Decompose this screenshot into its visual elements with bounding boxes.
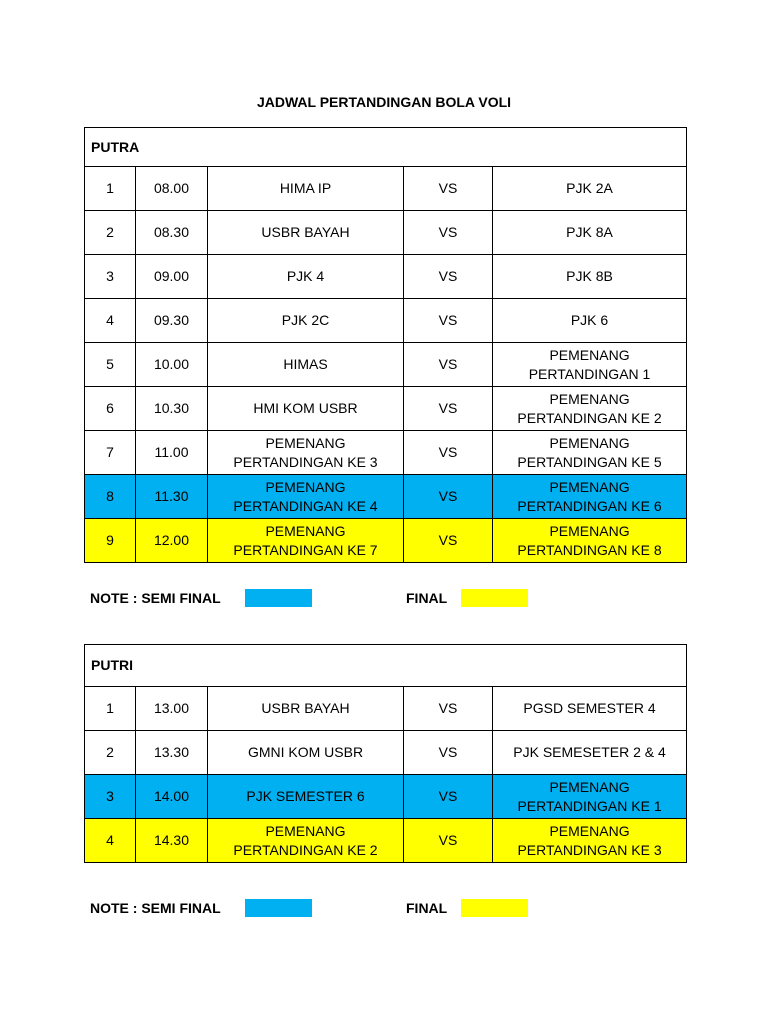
vs-label: VS bbox=[404, 167, 493, 211]
putra-header-row bbox=[85, 128, 687, 167]
vs-label: VS bbox=[404, 255, 493, 299]
table-row bbox=[85, 431, 687, 475]
match-number: 5 bbox=[85, 343, 136, 387]
table-row bbox=[85, 167, 687, 211]
semi-final-row bbox=[85, 775, 687, 819]
putri-header-row bbox=[85, 645, 687, 687]
semi-final-legend-label: NOTE : SEMI FINAL bbox=[90, 900, 221, 916]
team-b: PJK 8B bbox=[493, 255, 687, 299]
final-row bbox=[85, 819, 687, 863]
team-b: PEMENANG PERTANDINGAN KE 2 bbox=[493, 387, 687, 431]
match-number: 8 bbox=[85, 475, 136, 519]
team-b: PJK 8A bbox=[493, 211, 687, 255]
team-b: PJK SEMESETER 2 & 4 bbox=[493, 731, 687, 775]
table-row bbox=[85, 343, 687, 387]
team-a: PJK SEMESTER 6 bbox=[208, 775, 404, 819]
match-time: 13.00 bbox=[136, 687, 208, 731]
match-time: 11.30 bbox=[136, 475, 208, 519]
vs-label: VS bbox=[404, 475, 493, 519]
match-number: 4 bbox=[85, 819, 136, 863]
semi-final-row bbox=[85, 475, 687, 519]
vs-label: VS bbox=[404, 731, 493, 775]
legend-note bbox=[90, 589, 690, 609]
match-number: 6 bbox=[85, 387, 136, 431]
table-row bbox=[85, 255, 687, 299]
putra-section-label: PUTRA bbox=[85, 128, 687, 167]
match-time: 13.30 bbox=[136, 731, 208, 775]
putra-schedule-table bbox=[84, 127, 687, 563]
vs-label: VS bbox=[404, 343, 493, 387]
putri-section-label: PUTRI bbox=[85, 645, 687, 687]
match-time: 09.30 bbox=[136, 299, 208, 343]
match-number: 2 bbox=[85, 731, 136, 775]
table-row bbox=[85, 299, 687, 343]
team-b: PEMENANG PERTANDINGAN KE 8 bbox=[493, 519, 687, 563]
team-a: HMI KOM USBR bbox=[208, 387, 404, 431]
vs-label: VS bbox=[404, 211, 493, 255]
match-time: 12.00 bbox=[136, 519, 208, 563]
team-a: PEMENANG PERTANDINGAN KE 4 bbox=[208, 475, 404, 519]
match-time: 11.00 bbox=[136, 431, 208, 475]
match-number: 4 bbox=[85, 299, 136, 343]
final-color-swatch bbox=[461, 899, 528, 917]
final-row bbox=[85, 519, 687, 563]
match-time: 10.00 bbox=[136, 343, 208, 387]
semi-final-legend-label: NOTE : SEMI FINAL bbox=[90, 590, 221, 606]
vs-label: VS bbox=[404, 299, 493, 343]
team-b: PJK 6 bbox=[493, 299, 687, 343]
putri-schedule-table bbox=[84, 644, 687, 863]
match-number: 9 bbox=[85, 519, 136, 563]
vs-label: VS bbox=[404, 431, 493, 475]
team-a: PEMENANG PERTANDINGAN KE 2 bbox=[208, 819, 404, 863]
vs-label: VS bbox=[404, 819, 493, 863]
team-b: PJK 2A bbox=[493, 167, 687, 211]
table-row bbox=[85, 731, 687, 775]
legend-note bbox=[90, 899, 690, 919]
team-a: PJK 4 bbox=[208, 255, 404, 299]
team-a: USBR BAYAH bbox=[208, 687, 404, 731]
match-time: 14.00 bbox=[136, 775, 208, 819]
match-time: 10.30 bbox=[136, 387, 208, 431]
semi-final-color-swatch bbox=[245, 899, 312, 917]
table-row bbox=[85, 387, 687, 431]
team-a: PEMENANG PERTANDINGAN KE 3 bbox=[208, 431, 404, 475]
team-a: PEMENANG PERTANDINGAN KE 7 bbox=[208, 519, 404, 563]
match-time: 08.00 bbox=[136, 167, 208, 211]
final-legend-label: FINAL bbox=[406, 590, 448, 606]
team-b: PEMENANG PERTANDINGAN 1 bbox=[493, 343, 687, 387]
match-number: 1 bbox=[85, 167, 136, 211]
vs-label: VS bbox=[404, 519, 493, 563]
table-row bbox=[85, 687, 687, 731]
team-b: PGSD SEMESTER 4 bbox=[493, 687, 687, 731]
final-legend-label: FINAL bbox=[406, 900, 448, 916]
match-number: 2 bbox=[85, 211, 136, 255]
team-a: GMNI KOM USBR bbox=[208, 731, 404, 775]
match-number: 1 bbox=[85, 687, 136, 731]
team-b: PEMENANG PERTANDINGAN KE 1 bbox=[493, 775, 687, 819]
match-number: 3 bbox=[85, 255, 136, 299]
match-number: 7 bbox=[85, 431, 136, 475]
semi-final-color-swatch bbox=[245, 589, 312, 607]
match-time: 14.30 bbox=[136, 819, 208, 863]
team-b: PEMENANG PERTANDINGAN KE 6 bbox=[493, 475, 687, 519]
team-b: PEMENANG PERTANDINGAN KE 3 bbox=[493, 819, 687, 863]
final-color-swatch bbox=[461, 589, 528, 607]
vs-label: VS bbox=[404, 687, 493, 731]
table-row bbox=[85, 211, 687, 255]
vs-label: VS bbox=[404, 387, 493, 431]
vs-label: VS bbox=[404, 775, 493, 819]
team-b: PEMENANG PERTANDINGAN KE 5 bbox=[493, 431, 687, 475]
team-a: PJK 2C bbox=[208, 299, 404, 343]
match-number: 3 bbox=[85, 775, 136, 819]
match-time: 08.30 bbox=[136, 211, 208, 255]
match-time: 09.00 bbox=[136, 255, 208, 299]
team-a: HIMAS bbox=[208, 343, 404, 387]
page-title: JADWAL PERTANDINGAN BOLA VOLI bbox=[256, 94, 512, 110]
team-a: HIMA IP bbox=[208, 167, 404, 211]
team-a: USBR BAYAH bbox=[208, 211, 404, 255]
